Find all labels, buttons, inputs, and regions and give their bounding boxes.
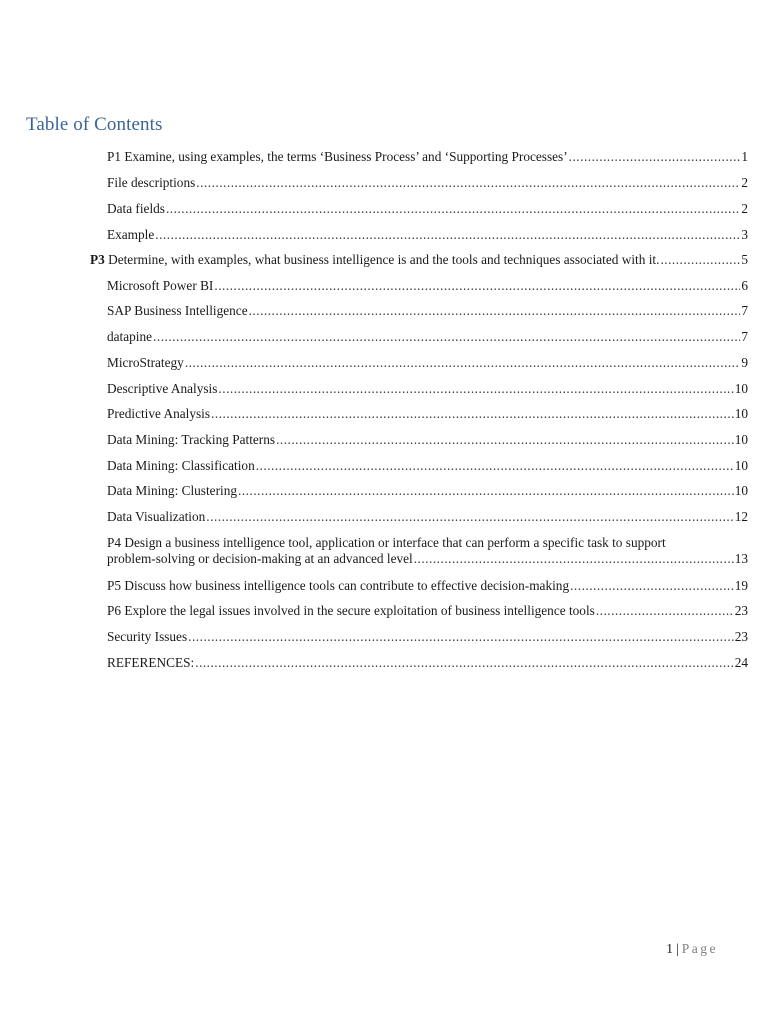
toc-entry-page: 5: [741, 252, 748, 267]
toc-entry-label: Predictive Analysis: [107, 406, 211, 421]
toc-entry-label: Descriptive Analysis: [107, 381, 218, 396]
dot-leader: [188, 629, 734, 645]
toc-entry-label: P1 Examine, using examples, the terms ‘Business Process’ and ‘Supporting Processes’: [107, 149, 568, 164]
toc-entry-page: 10: [734, 483, 748, 498]
page-footer: [666, 941, 718, 957]
toc-entry-label: MicroStrategy: [107, 355, 184, 370]
toc-heading: Table of Contents: [26, 114, 163, 135]
toc-entry-bold-prefix: P3: [90, 252, 105, 267]
toc-entry-label: P5 Discuss how business intelligence tools can contribute to effective decision-making: [107, 578, 570, 593]
toc-entry-file-descriptions[interactable]: [107, 175, 748, 191]
toc-entry-label: P6 Explore the legal issues involved in the secure exploitation of business intelligence tools: [107, 603, 595, 618]
toc-entry-microstrategy[interactable]: [107, 355, 748, 371]
toc-entry-label: REFERENCES:: [107, 655, 195, 670]
toc-entry-label: Data fields: [107, 201, 165, 216]
toc-entry-label: SAP Business Intelligence: [107, 303, 248, 318]
toc-entry-label: Data Mining: Clustering: [107, 483, 238, 498]
toc-entry-sap-bi[interactable]: [107, 303, 748, 319]
toc-entry-label: Data Mining: Classification: [107, 458, 255, 473]
toc-entry-label-line1: P4 Design a business intelligence tool, application or interface that can perform a specific task to support: [107, 535, 666, 550]
toc-entry-p1[interactable]: [107, 149, 748, 165]
toc-entry-page: 24: [734, 655, 748, 670]
toc-entry-references[interactable]: [107, 655, 748, 671]
toc-entry-clustering[interactable]: [107, 483, 748, 499]
footer-page-word: Page: [681, 941, 718, 956]
toc-entry-label: [90, 252, 659, 268]
toc-entry-page: 2: [741, 175, 748, 190]
toc-entry-page: 7: [741, 303, 748, 318]
toc-entry-label-line2: problem-solving or decision-making at an advanced level: [107, 551, 413, 566]
dot-leader: [414, 551, 734, 567]
dot-leader: [214, 278, 740, 294]
toc-entry-descriptive-analysis[interactable]: [107, 381, 748, 397]
footer-separator: |: [676, 941, 679, 956]
dot-leader: [195, 655, 734, 671]
toc-entry-p5[interactable]: [107, 578, 748, 594]
toc-entry-label: Example: [107, 227, 155, 242]
dot-leader: [249, 303, 741, 319]
toc-entry-p3[interactable]: [90, 252, 748, 268]
toc-entry-page: 3: [741, 227, 748, 242]
toc-entry-classification[interactable]: [107, 458, 748, 474]
toc-entry-data-fields[interactable]: [107, 201, 748, 217]
toc-entry-data-visualization[interactable]: [107, 509, 748, 525]
toc-entry-predictive-analysis[interactable]: [107, 406, 748, 422]
dot-leader: [256, 458, 734, 474]
toc-entry-p6[interactable]: [107, 603, 748, 619]
dot-leader: [569, 149, 741, 165]
dot-leader: [276, 432, 734, 448]
toc-entry-tracking-patterns[interactable]: [107, 432, 748, 448]
toc-entry-page: 13: [734, 551, 748, 566]
toc-entry-page: 12: [734, 509, 748, 524]
dot-leader: [185, 355, 741, 371]
toc-entry-page: 2: [741, 201, 748, 216]
footer-page-number: 1: [666, 941, 674, 956]
dot-leader: [196, 175, 740, 191]
toc-entry-page: 23: [734, 603, 748, 618]
dot-leader: [238, 483, 734, 499]
toc-entry-example[interactable]: [107, 227, 748, 243]
toc-entry-label: Security Issues: [107, 629, 188, 644]
toc-entry-security-issues[interactable]: [107, 629, 748, 645]
toc-entry-power-bi[interactable]: [107, 278, 748, 294]
dot-leader: [206, 509, 733, 525]
dot-leader: [211, 406, 734, 422]
dot-leader: [596, 603, 734, 619]
toc-entry-page: 10: [734, 458, 748, 473]
toc-entry-label: Microsoft Power BI: [107, 278, 214, 293]
toc-entry-label: Data Visualization: [107, 509, 206, 524]
toc-entry-datapine[interactable]: [107, 329, 748, 345]
toc-entry-p4[interactable]: [107, 535, 748, 567]
dot-leader: [166, 201, 740, 217]
toc-entry-page: 19: [734, 578, 748, 593]
toc-entry-label: File descriptions: [107, 175, 196, 190]
toc-entry-page: 10: [734, 406, 748, 421]
dot-leader: [570, 578, 734, 594]
dot-leader: [218, 381, 733, 397]
toc-entry-page: 7: [741, 329, 748, 344]
toc-entry-label-text: Determine, with examples, what business intelligence is and the tools and techniques associated with it.: [104, 252, 660, 267]
toc-entry-page: 23: [734, 629, 748, 644]
toc-entry-label: datapine: [107, 329, 153, 344]
toc-entry-line2: [107, 551, 748, 567]
toc-entry-label: Data Mining: Tracking Patterns: [107, 432, 276, 447]
toc-entry-page: 10: [734, 381, 748, 396]
toc-entry-page: 1: [741, 149, 748, 164]
toc-entry-page: 10: [734, 432, 748, 447]
toc-entry-page: 9: [741, 355, 748, 370]
dot-leader: [660, 252, 740, 268]
dot-leader: [153, 329, 740, 345]
dot-leader: [155, 227, 740, 243]
toc-entry-page: 6: [741, 278, 748, 293]
